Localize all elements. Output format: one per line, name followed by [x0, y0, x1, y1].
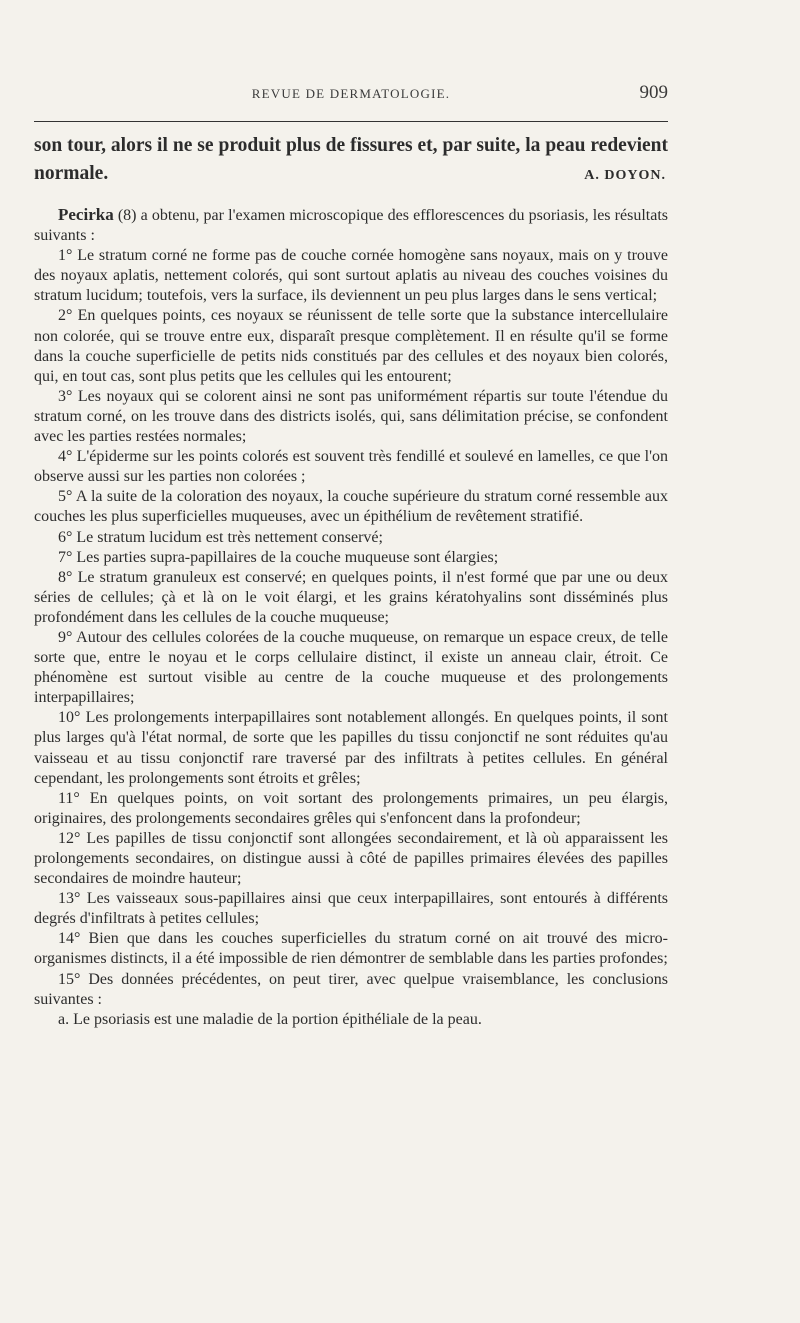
- page-body: [34, 132, 668, 1030]
- item-14: 14° Bien que dans les couches superficielles du stratum corné on ait trouvé des micro-organismes distincts, il a été impossible de rien démontrer de semblable dans les parties profondes;: [34, 930, 668, 968]
- item-7: 7° Les parties supra-papillaires de la couche muqueuse sont élargies;: [58, 548, 499, 566]
- article-intro: [34, 205, 668, 246]
- intro-text: (8) a obtenu, par l'examen microscopique des efflorescences du psoriasis, les résultats suivants :: [34, 207, 668, 245]
- conclusion-a: a. Le psoriasis est une maladie de la portion épithéliale de la peau.: [58, 1010, 482, 1028]
- item-12: 12° Les papilles de tissu conjonctif sont allongées secondairement, et là où apparaissent les prolongements secondaires, on distingue aussi à côté de papilles primaires élevées des papilles secondaires de moindre hauteur;: [34, 829, 668, 888]
- item-5: 5° A la suite de la coloration des noyaux, la couche supérieure du stratum corné ressemble aux couches les plus superficielles muqueuses, avec un épithélium de revêtement stratifié.: [34, 488, 668, 526]
- author-name: Pecirka: [58, 205, 114, 224]
- item-9: 9° Autour des cellules colorées de la couche muqueuse, on remarque un espace creux, de telle sorte que, entre le noyau et le corps cellulaire distinct, il existe un anneau clair, étroit. Ce phénomène est surtout visible au centre de la couche muqueuse et des prolongements interpapillaires;: [34, 628, 668, 707]
- page-number: 909: [639, 82, 668, 103]
- item-15: 15° Des données précédentes, on peut tirer, avec quelpue vraisemblance, les conclusions suivantes :: [34, 970, 668, 1008]
- page-header: [34, 82, 668, 110]
- signature: A. DOYON.: [584, 168, 666, 183]
- lead-paragraph: [34, 132, 668, 188]
- item-3: 3° Les noyaux qui se colorent ainsi ne sont pas uniformément répartis sur toute l'étendue du stratum corné, on les trouve dans des districts isolés, qui, sans délimitation précise, se confondent avec les parties restées normales;: [34, 387, 668, 446]
- item-13: 13° Les vaisseaux sous-papillaires ainsi que ceux interpapillaires, sont entourés à différents degrés d'infiltrats à petites cellules;: [34, 890, 668, 928]
- item-8: 8° Le stratum granuleux est conservé; en quelques points, il n'est formé que par une ou deux séries de cellules; çà et là on le voit élargi, et les grains kératohyalins sont disséminés plus profondément dans les cellules de la couche muqueuse;: [34, 568, 668, 626]
- item-6: 6° Le stratum lucidum est très nettement conservé;: [58, 528, 383, 546]
- item-2: 2° En quelques points, ces noyaux se réunissent de telle sorte que la substance intercellulaire non colorée, qui se trouve entre eux, disparaît presque complètement. Il en résulte qu'il se forme dans la couche superficielle de petits nids constitués par des cellules et des noyaux bien colorés, qui, en tout cas, sont plus petits que les cellules qui les entourent;: [34, 307, 668, 385]
- item-4: 4° L'épiderme sur les points colorés est souvent très fendillé et soulevé en lamelles, ce que l'on observe aussi sur les parties non colorées ;: [34, 448, 668, 486]
- lead-text: son tour, alors il ne se produit plus de fissures et, par suite, la peau redevient normale.: [34, 135, 668, 184]
- item-11: 11° En quelques points, on voit sortant des prolongements primaires, un peu élargis, originaires, des prolongements secondaires grêles qui s'enfoncent dans la profondeur;: [34, 789, 668, 827]
- running-head: REVUE DE DERMATOLOGIE.: [251, 86, 451, 101]
- item-10: 10° Les prolongements interpapillaires sont notablement allongés. En quelques points, il sont plus larges qu'à l'état normal, de sorte que les papilles du tissu conjonctif ne sont réduites qu'au vaisseau et au tissu conjonctif rare traversé par des infiltrats à petites cellules. En général cependant, les prolongements sont étroits et grêles;: [34, 709, 668, 787]
- item-1: 1° Le stratum corné ne forme pas de couche cornée homogène sans noyaux, mais on y trouve des noyaux aplatis, nettement colorés, qui sont surtout aplatis au niveau des couches voisines du stratum lucidum; toutefois, vers la surface, ils deviennent un peu plus larges dans le sens vertical;: [34, 247, 668, 305]
- header-rule: [34, 121, 668, 122]
